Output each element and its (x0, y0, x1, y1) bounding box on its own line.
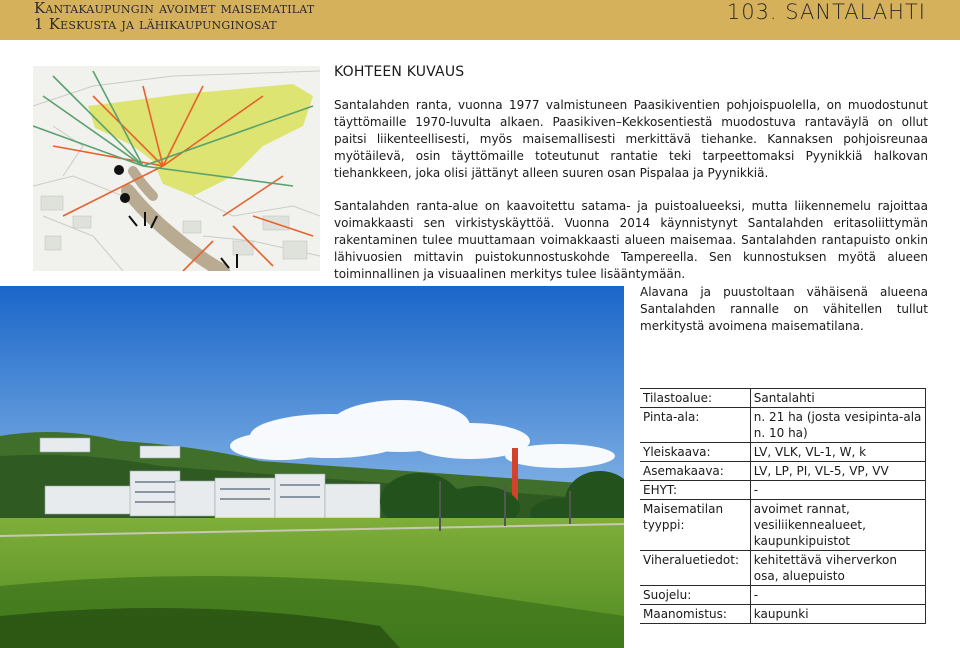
info-value: Santalahti (750, 389, 925, 408)
table-row (640, 389, 926, 408)
info-key: Pinta-ala: (640, 408, 750, 443)
info-key: Suojelu: (640, 586, 750, 605)
info-key: Asemakaava: (640, 462, 750, 481)
info-value: LV, LP, PI, VL-5, VP, VV (750, 462, 925, 481)
table-row (640, 586, 926, 605)
info-key: Tilastoalue: (640, 389, 750, 408)
page-title: 103. SANTALAHTI (726, 0, 926, 24)
table-row (640, 481, 926, 500)
site-map-illustration (33, 66, 320, 271)
info-value: kaupunki (750, 605, 925, 624)
info-value: n. 21 ha (josta vesipinta-ala n. 10 ha) (750, 408, 925, 443)
info-key: Maisematilan tyyppi: (640, 500, 750, 551)
info-key: Maanomistus: (640, 605, 750, 624)
description-paragraph-1: Santalahden ranta, vuonna 1977 valmistuneen Paasikiventien pohjoispuolella, on muodostunut täyttömaille 1970-luvulta alkaen. Paasikiven–Kekkosentiestä muodostuva rantaväylä on ollut paitsi liikenteellisesti, myös maisemallisesti merkittävä tiehanke. Kannaksen pohjoisreunaa myötäilevä, osin täyttömaille toteutunut rantatie teki tarpeettomaksi Pyynikkiä halkovan tiehankkeen, joka olisi jättänyt alleen suuren osan Pispalaa ja Pyynikkiä. (334, 98, 928, 180)
description-paragraph-2: Santalahden ranta-alue on kaavoitettu satama- ja puistoalueeksi, mutta liikennemelu rajoittaa voimakkaasti sen virkistyskäyttöä. Vuonna 2014 käynnistynyt Santalahden eritasoliittymän rakentaminen tulee muuttamaan voimakkaasti alueen maisemaa. Santalahden rantapuisto onkin lähivuosien mittavin puistokunnostuskohde Tampereella. Sen kunnostuksen myötä alueen toiminnallinen ja visuaalinen merkitys tulee lisääntymään. (334, 199, 928, 281)
site-info-table (640, 388, 926, 624)
info-key: Viheraluetiedot: (640, 551, 750, 586)
info-value: LV, VLK, VL-1, W, k (750, 443, 925, 462)
header-series (34, 0, 314, 32)
park-meadow-photo (0, 286, 624, 648)
table-row (640, 500, 926, 551)
page-header (0, 0, 960, 40)
table-row (640, 408, 926, 443)
info-value: avoimet rannat, vesiliikennealueet, kaupunkipuistot (750, 500, 925, 551)
info-key: Yleiskaava: (640, 443, 750, 462)
info-value: kehitettävä viherverkon osa, aluepuisto (750, 551, 925, 586)
header-series-title: Kantakaupungin avoimet maisematilat (34, 0, 315, 17)
section-title: KOHTEEN KUVAUS (334, 64, 465, 80)
table-row (640, 605, 926, 624)
table-row (640, 551, 926, 586)
header-series-subtitle: 1 Keskusta ja lähikaupunginosat (34, 15, 277, 33)
info-value: - (750, 586, 925, 605)
info-key: EHYT: (640, 481, 750, 500)
photo-caption: Alavana ja puustoltaan vähäisenä alueena Santalahden rannalle on vähitellen tullut merkitystä avoimena maisematilana. (640, 285, 928, 333)
table-row (640, 443, 926, 462)
table-row (640, 462, 926, 481)
info-value: - (750, 481, 925, 500)
